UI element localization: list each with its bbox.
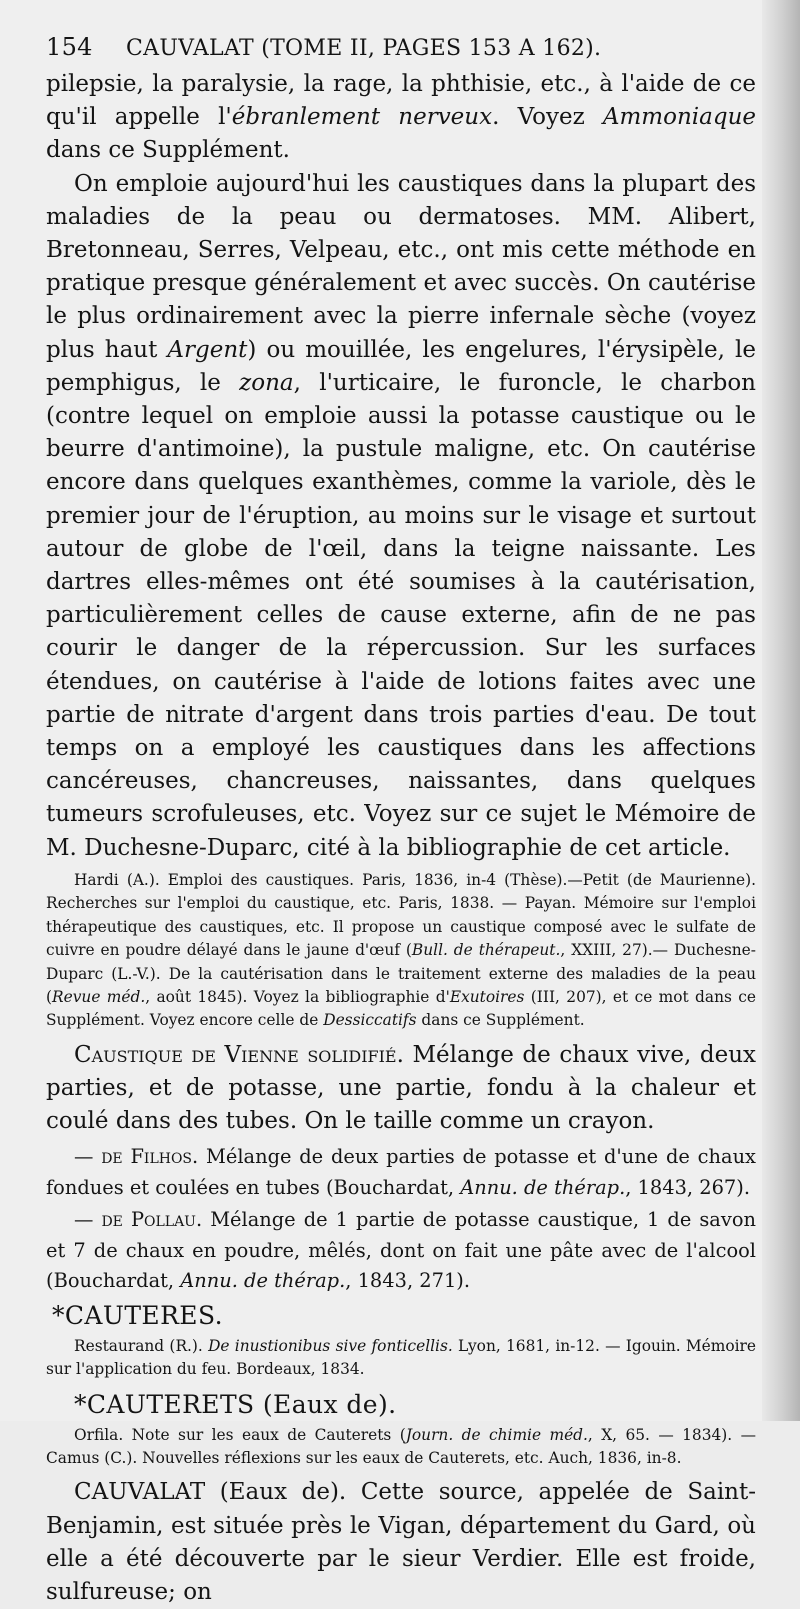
entry-headword: CAUVALAT (Eaux de). (74, 1479, 347, 1506)
entry-cauteres-heading: *CAUTERES. (52, 1300, 223, 1330)
paragraph-continuation: pilepsie, la paralysie, la rage, la phthisie, etc., à l'aide de ce qu'il appelle l'ébranlement nerveux. Voyez Ammoniaque dans ce Supplément. (46, 71, 756, 164)
main-text (46, 68, 756, 865)
entry-caustique-de-vienne: Caustique de Vienne solidifié. Mélange de chaux vive, deux parties, et de potasse, une partie, fondu à la chaleur et coulé dans des tubes. On le taille comme un crayon. (46, 1041, 757, 1135)
entry-cauterets-heading: *CAUTERETS (Eaux de). (74, 1389, 397, 1419)
paragraph-caustiques-dermatoses: On emploie aujourd'hui les caustiques dans la plupart des maladies de la peau ou dermatoses. MM. Alibert, Bretonneau, Serres, Velpeau, etc., ont mis cette méthode en pratique presque généralement et avec succès. On cautérise le plus ordinairement avec la pierre infernale sèche (voyez plus haut Argent) ou mouillée, les engelures, l'érysipèle, le pemphigus, le zona, l'urticaire, le furoncle, le charbon (contre lequel on emploie aussi la potasse caustique ou le beurre d'antimoine), la pustule maligne, etc. On cautérise encore dans quelques exanthèmes, comme la variole, dès le premier jour de l'éruption, au moins sur le visage et surtout autour de globe de l'œil, dans la teigne naissante. Les dartres elles-mêmes ont été soumises à la cautérisation, particulièrement celles de cause externe, afin de ne pas courir le danger de la répercussion. Sur les surfaces étendues, on cautérise à l'aide de lotions faites avec une partie de nitrate d'argent dans trois parties d'eau. De tout temps on a employé les caustiques dans les affections cancéreuses, chancreuses, naissantes, dans quelques tumeurs scrofuleuses, etc. Voyez sur ce sujet le Mémoire de M. Duchesne-Duparc, cité à la bibliographie de cet article. (46, 170, 756, 861)
bibliography-caustiques: Hardi (A.). Emploi des caustiques. Paris, 1836, in-4 (Thèse).—Petit (de Maurienne). Recherches sur l'emploi du caustique, etc. Paris, 1838. — Payan. Mémoire sur l'emploi thérapeutique des caustiques, etc. Il propose un caustique composé avec le sulfate de cuivre en poudre délayé dans le jaune d'œuf (Bull. de thérapeut., XXIII, 27).— Duchesne-Duparc (L.-V.). De la cautérisation dans le traitement externe des maladies de la peau (Revue méd., août 1845). Voyez la bibliographie d'Exutoires (III, 207), et ce mot dans ce Supplément. Voyez encore celle de Dessiccatifs dans ce Supplément. (46, 870, 756, 1030)
entry-headword: de Pollau. (101, 1208, 203, 1232)
running-title: CAUVALAT (TOME II, PAGES 153 A 162). (126, 36, 602, 61)
page-gutter-shadow (762, 0, 800, 1421)
entry-pollau: — de Pollau. Mélange de 1 partie de potasse caustique, 1 de savon et 7 de chaux en poudre, mêlés, dont on fait une pâte avec de l'alcool (Bouchardat, Annu. de thérap., 1843, 271). (46, 1208, 756, 1293)
bibliography-cauteres: Restaurand (R.). De inustionibus sive fonticellis. Lyon, 1681, in-12. — Igouin. Mémoire sur l'application du feu. Bordeaux, 1834. (46, 1336, 757, 1379)
bibliography-cauterets: Orfila. Note sur les eaux de Cauterets (Journ. de chimie méd., X, 65. — 1834). — Camus (C.). Nouvelles réflexions sur les eaux de Cauterets, etc. Auch, 1836, in-8. (46, 1425, 756, 1468)
page-number: 154 (46, 33, 93, 61)
entry-filhos: — de Filhos. Mélange de deux parties de potasse et d'une de chaux fondues et coulées en tubes (Bouchardat, Annu. de thérap., 1843, 267). (46, 1145, 756, 1199)
running-header (46, 30, 756, 66)
entry-cauvalat: CAUVALAT (Eaux de). Cette source, appelée de Saint-Benjamin, est située près le Vigan, département du Gard, où elle a été découverte par le sieur Verdier. Elle est froide, sulfureuse; on (46, 1479, 757, 1606)
entry-headword: Caustique de Vienne solidifié. (74, 1041, 404, 1068)
entry-headword: de Filhos. (101, 1145, 199, 1169)
